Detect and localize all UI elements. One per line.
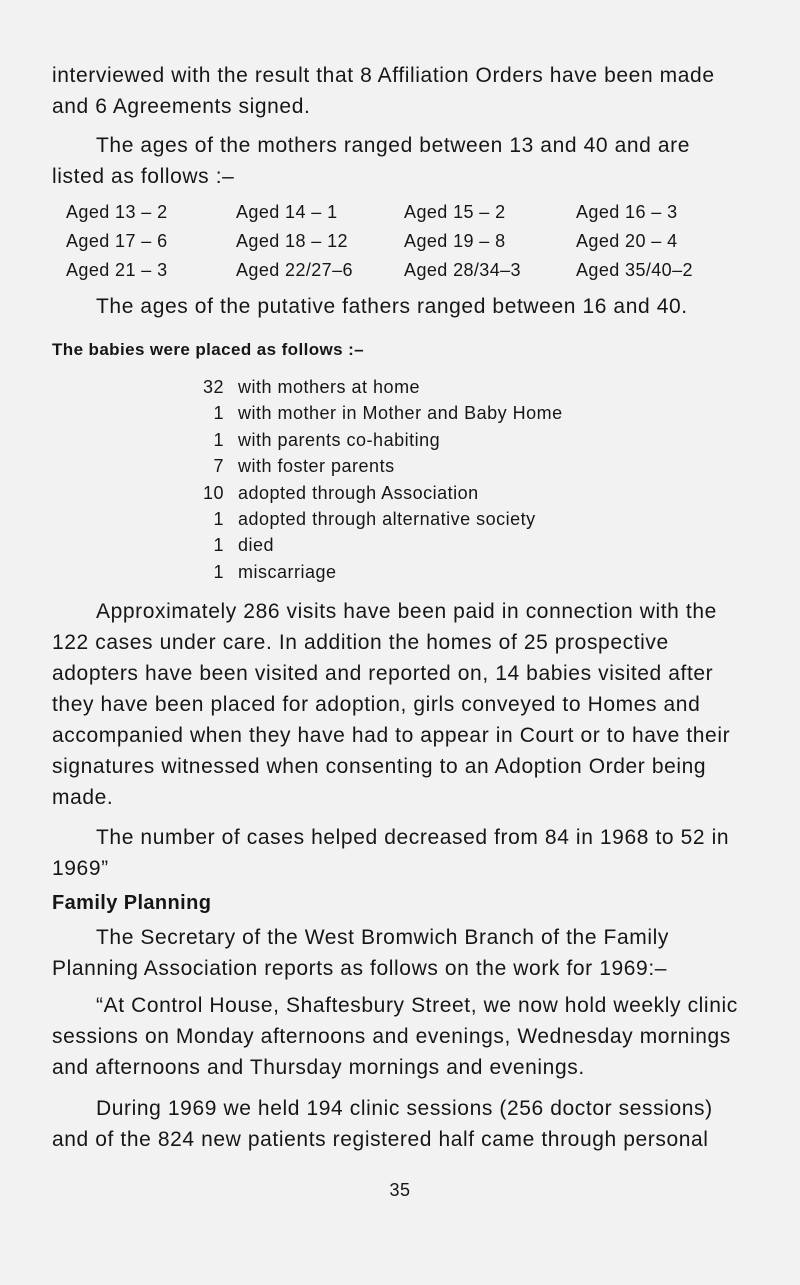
age-entry: Aged 28/34–3 [404, 260, 521, 280]
babies-heading: The babies were placed as follows :– [52, 340, 364, 359]
age-entry: Aged 35/40–2 [576, 260, 693, 280]
placement-count: 1 [213, 535, 224, 556]
visits-paragraph: Approximately 286 visits have been paid in connection with the 122 cases under care. In addition the homes of 25 prospective adopters have been visited and reported on, 14 babies visited after they have been placed for adoption, girls conveyed to Homes and accompanied when they have had to appear in Court or to have their signatures witnessed when consenting to an Adoption Order being made. [52, 600, 731, 809]
mothers-ages-table [66, 198, 746, 285]
placement-description: adopted through alternative society [238, 509, 536, 530]
list-item [196, 453, 563, 479]
ages-row [66, 227, 746, 256]
fathers-ages-paragraph: The ages of the putative fathers ranged between 16 and 40. [96, 295, 688, 318]
placement-count: 32 [202, 377, 224, 397]
babies-placement-list [196, 374, 563, 585]
placement-description: with foster parents [238, 456, 395, 477]
list-item [196, 400, 563, 426]
placement-count: 1 [213, 429, 224, 450]
list-item [196, 532, 563, 558]
ages-row [66, 198, 746, 227]
placement-description: with mother in Mother and Baby Home [238, 403, 563, 424]
age-entry: Aged 14 – 1 [236, 202, 338, 222]
page-number: 35 [389, 1180, 411, 1200]
secretary-paragraph: The Secretary of the West Bromwich Branch of the Family Planning Association reports as follows on the work for 1969:– [52, 926, 669, 980]
placement-description: with parents co-habiting [238, 429, 441, 450]
age-entry: Aged 18 – 12 [236, 231, 348, 251]
control-house-paragraph: “At Control House, Shaftesbury Street, we now hold weekly clinic sessions on Monday afternoons and evenings, Wednesday mornings and afternoons and Thursday mornings and evenings. [52, 994, 738, 1079]
placement-count: 1 [213, 561, 224, 582]
list-item [196, 506, 563, 532]
placement-description: adopted through Association [238, 482, 479, 503]
placement-count: 1 [213, 509, 224, 530]
placement-description: miscarriage [238, 561, 337, 582]
list-item [196, 480, 563, 506]
age-entry: Aged 15 – 2 [404, 202, 506, 222]
mothers-ages-intro: The ages of the mothers ranged between 13 and 40 and are listed as follows :– [52, 134, 690, 188]
intro-paragraph: interviewed with the result that 8 Affiliation Orders have been made and 6 Agreements signed. [52, 64, 715, 118]
age-entry: Aged 13 – 2 [66, 202, 168, 222]
during-1969-paragraph: During 1969 we held 194 clinic sessions (256 doctor sessions) and of the 824 new patients registered half came through personal [52, 1097, 713, 1151]
placement-description: with mothers at home [238, 377, 421, 397]
age-entry: Aged 20 – 4 [576, 231, 678, 251]
section-heading: Family Planning [52, 892, 212, 914]
cases-decrease-paragraph: The number of cases helped decreased from 84 in 1968 to 52 in 1969” [52, 826, 730, 880]
placement-count: 1 [213, 403, 224, 424]
list-item [196, 427, 563, 453]
age-entry: Aged 19 – 8 [404, 231, 506, 251]
age-entry: Aged 22/27–6 [236, 260, 353, 280]
list-item [196, 559, 563, 585]
placement-description: died [238, 535, 275, 556]
age-entry: Aged 17 – 6 [66, 231, 168, 251]
list-item [196, 374, 563, 400]
age-entry: Aged 21 – 3 [66, 260, 168, 280]
placement-count: 10 [202, 482, 224, 503]
placement-count: 7 [213, 456, 224, 477]
ages-row [66, 256, 746, 285]
age-entry: Aged 16 – 3 [576, 202, 678, 222]
